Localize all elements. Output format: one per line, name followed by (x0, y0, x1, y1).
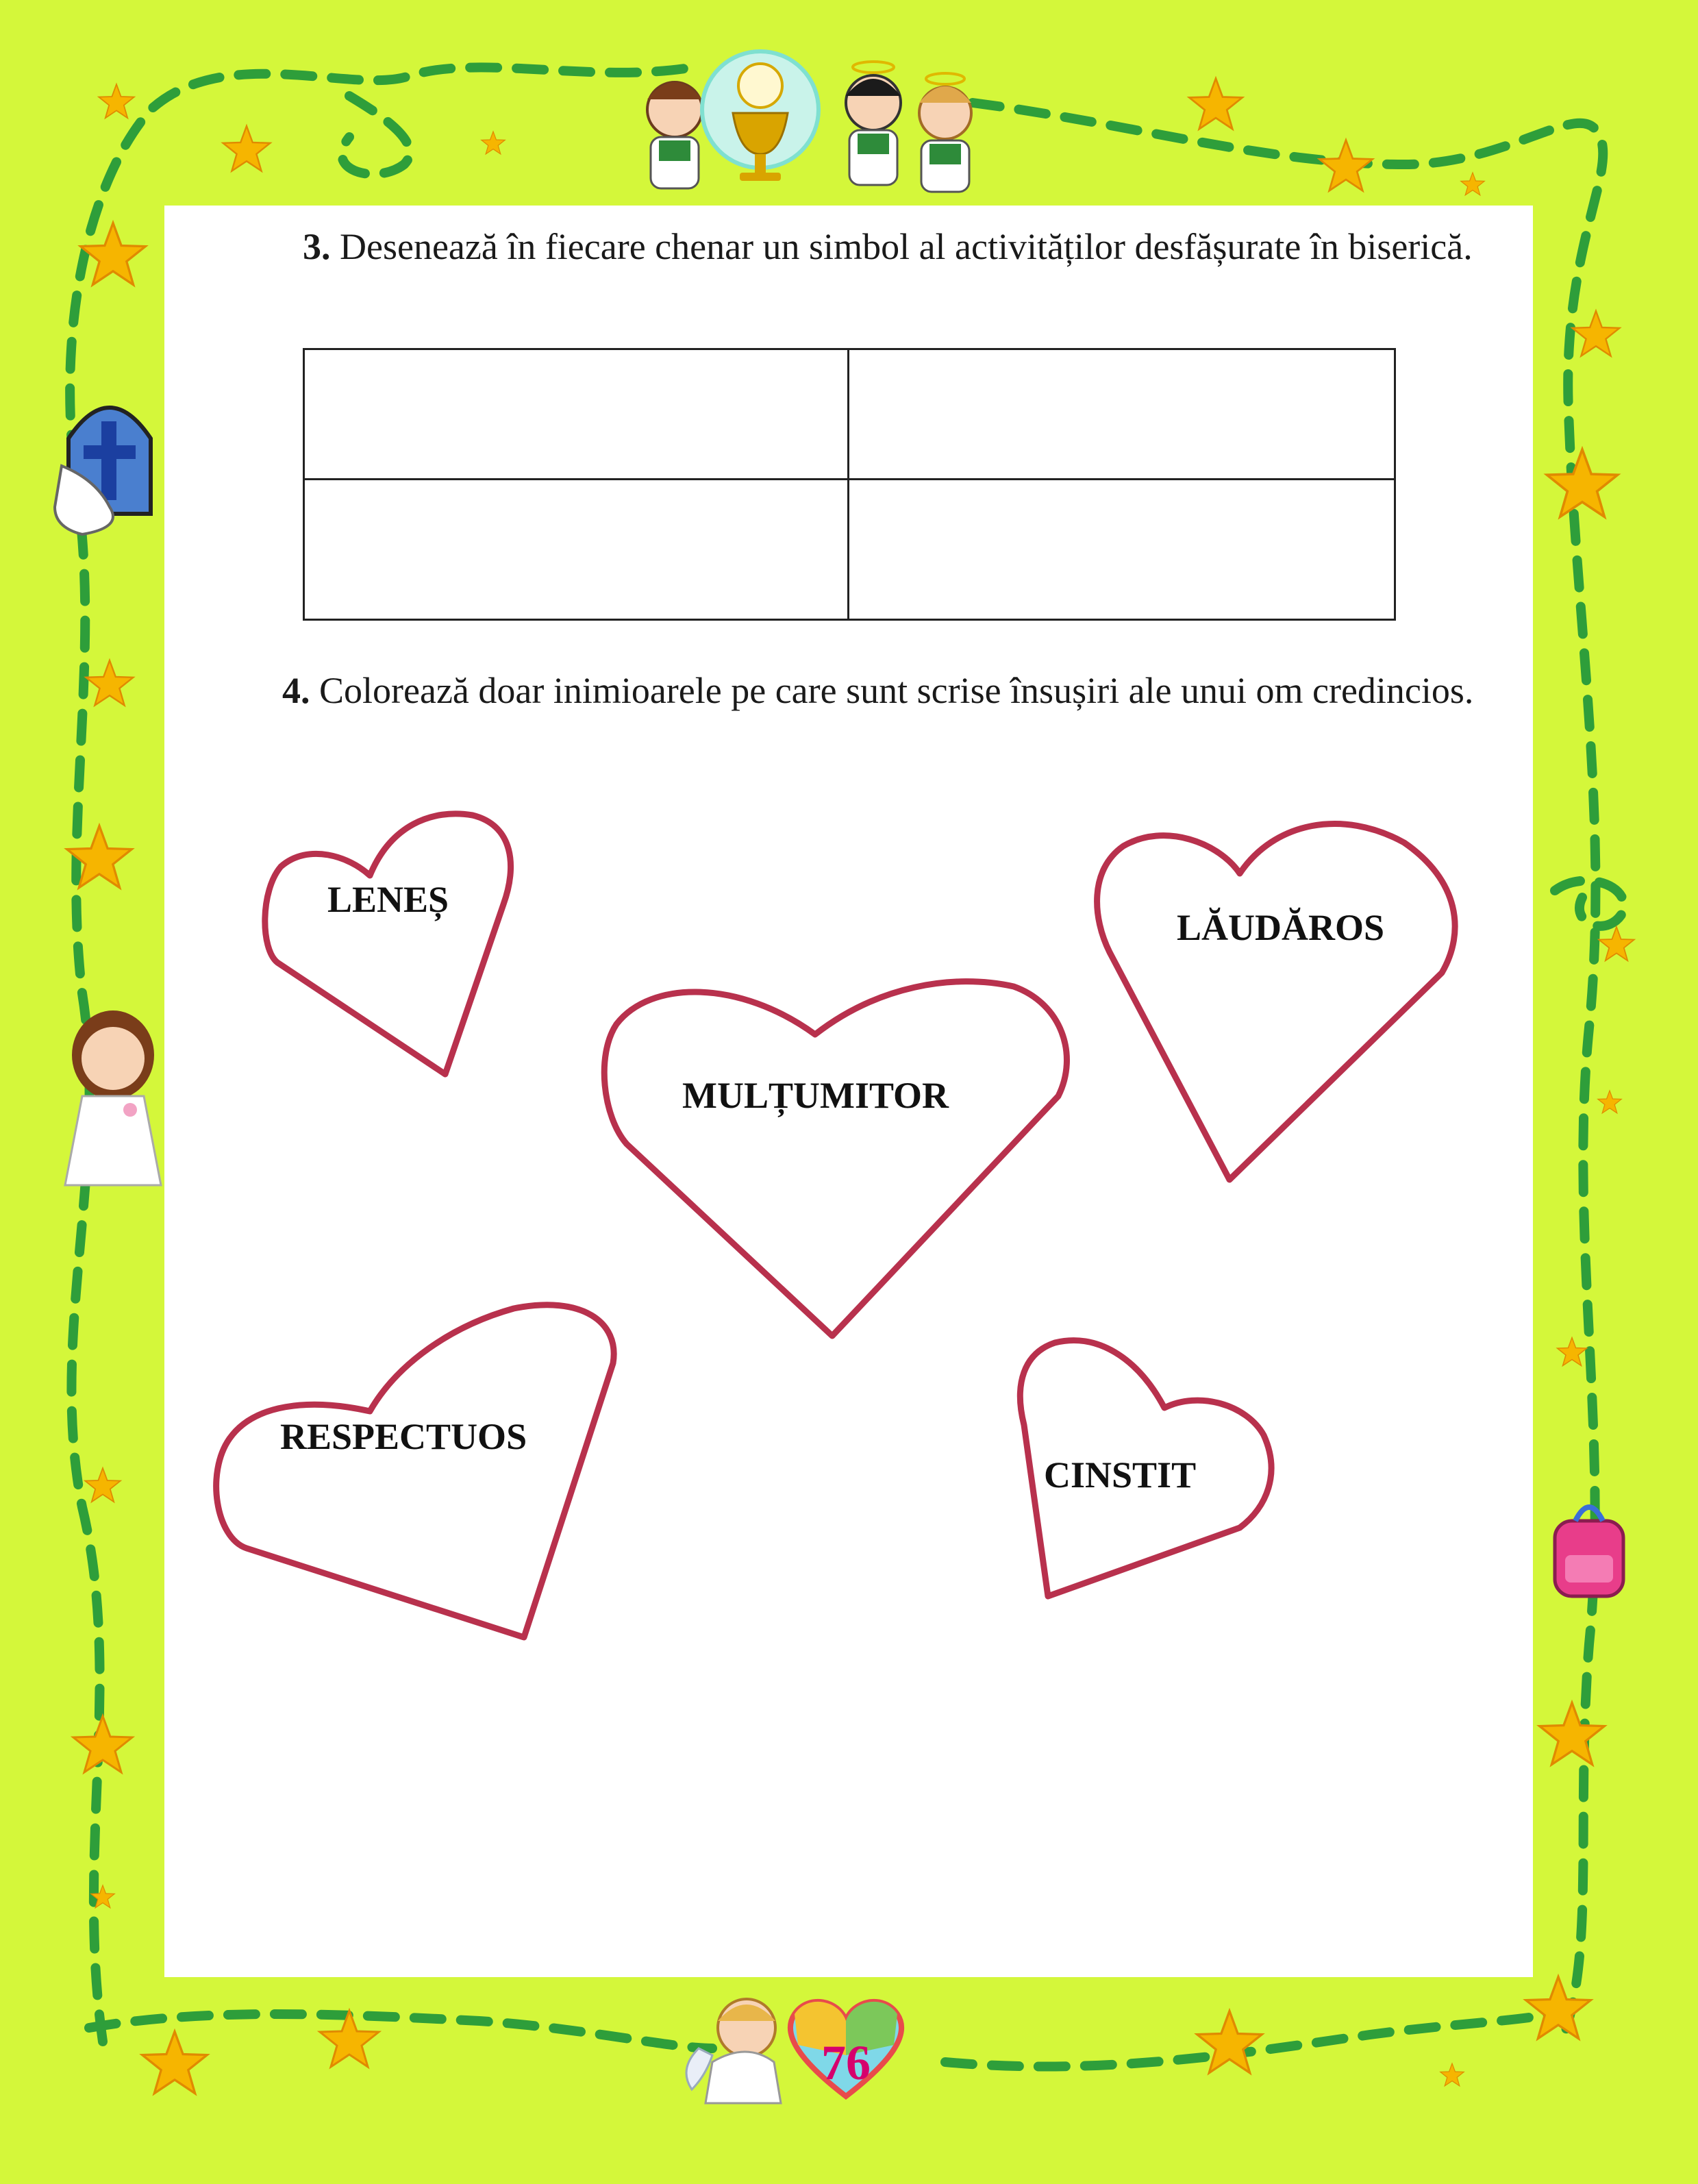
heart-laudaros[interactable] (1097, 823, 1456, 1180)
task-4-number: 4. (282, 670, 310, 711)
heart-label-multumitor: MULȚUMITOR (682, 1075, 949, 1116)
heart-respectuos[interactable] (216, 1305, 614, 1637)
task-3-number: 3. (303, 226, 331, 267)
heart-label-lenes: LENEȘ (327, 879, 449, 920)
heart-label-laudaros: LĂUDĂROS (1177, 907, 1385, 948)
heart-label-cinstit: CINSTIT (1044, 1454, 1197, 1496)
task-3-text: Desenează în fiecare chenar un simbol al activităților desfășurate în biserică. (340, 226, 1473, 267)
page-number: 76 (821, 2035, 871, 2090)
task-4-text: Colorează doar inimioarele pe care sunt scrise însușiri ale unui om credincios. (319, 670, 1474, 711)
heart-label-respectuos: RESPECTUOS (280, 1416, 527, 1457)
heart-multumitor[interactable] (604, 982, 1066, 1336)
heart-lenes[interactable] (265, 814, 511, 1074)
